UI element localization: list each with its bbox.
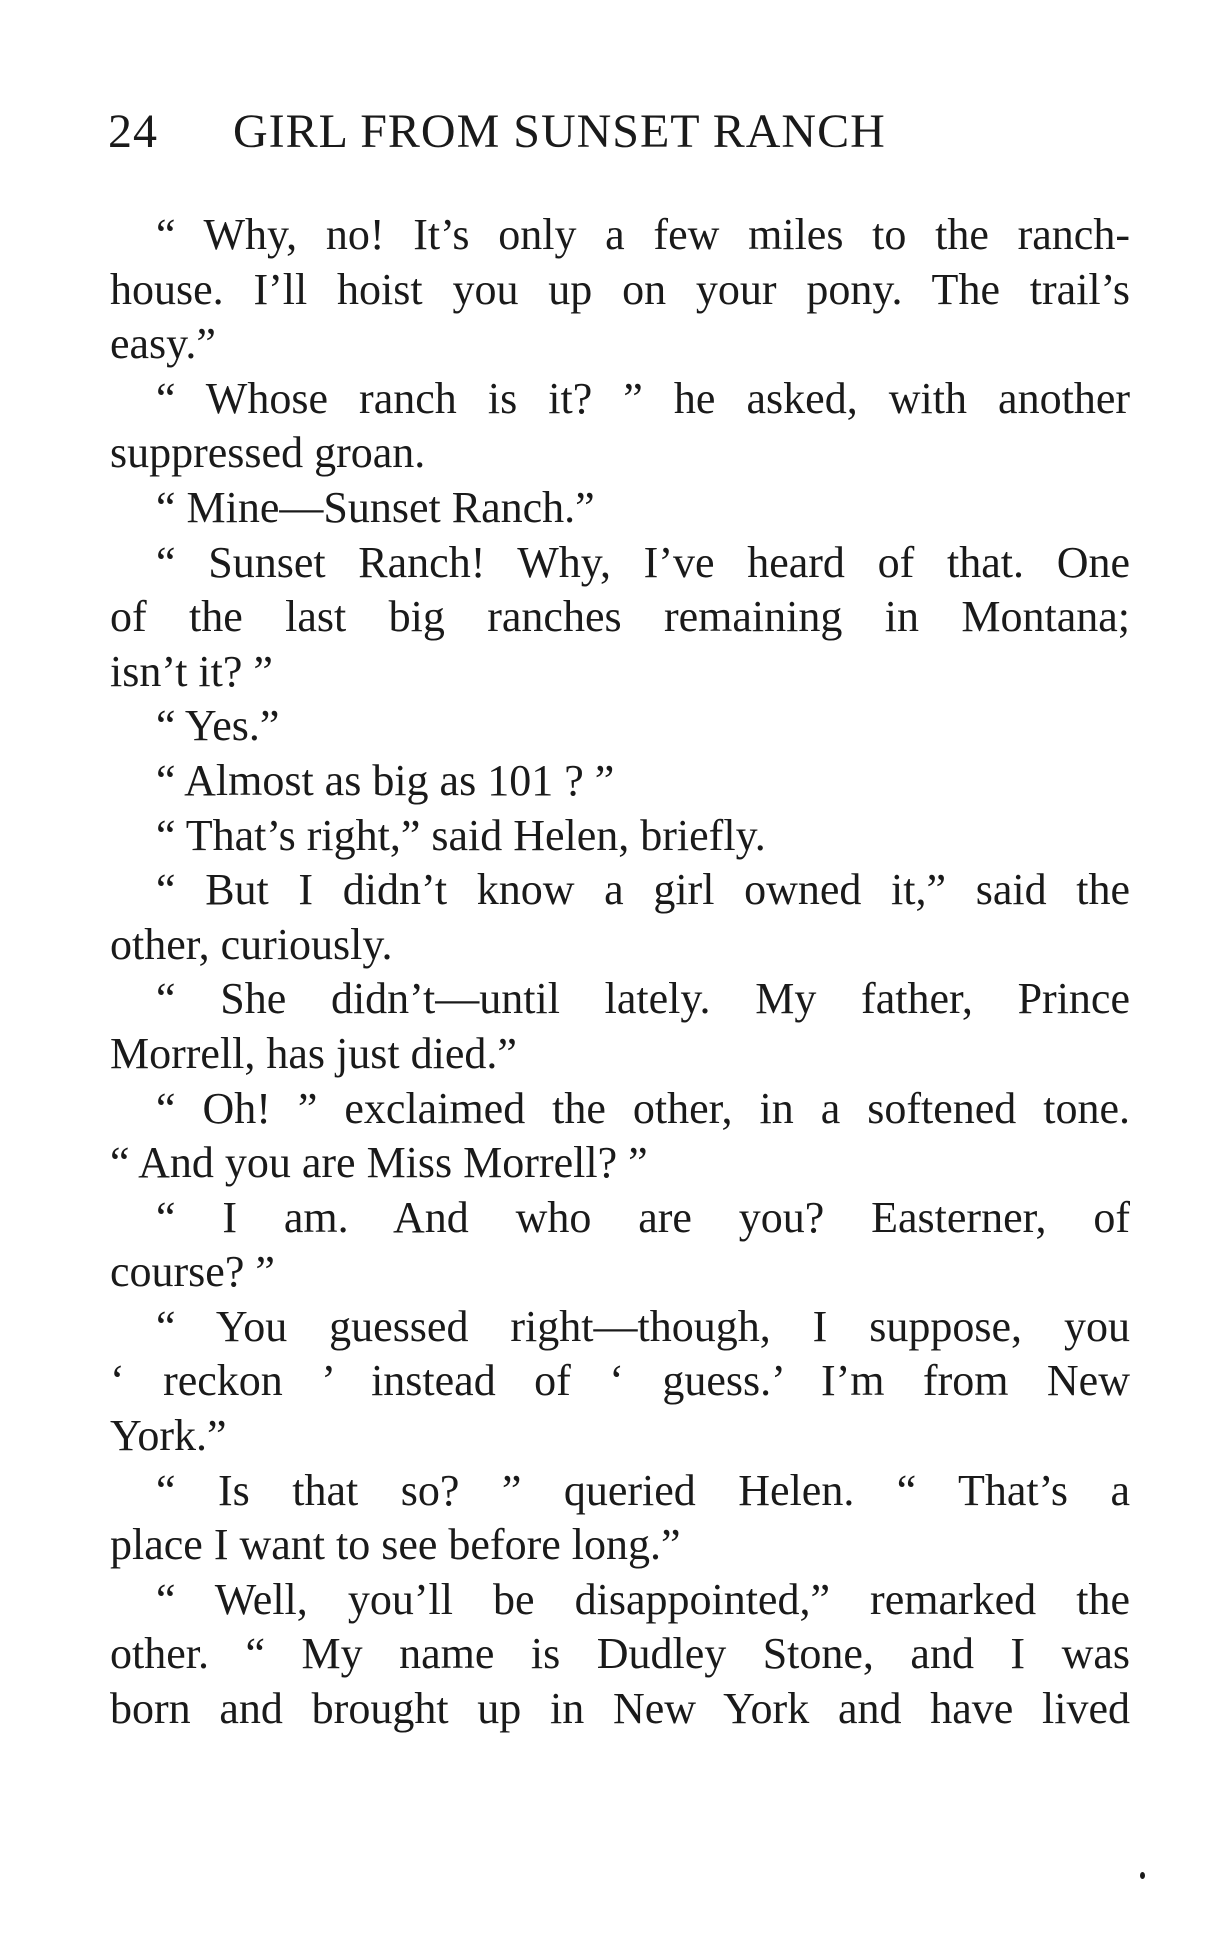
text-line: of the last big ranches remaining in Montana;: [110, 592, 1130, 642]
text-line: other, curiously.: [110, 919, 393, 969]
text-line: “ Whose ranch is it? ” he asked, with another: [156, 373, 1130, 423]
running-head: [108, 104, 1008, 164]
text-line: ‘ reckon ’ instead of ‘ guess.’ I’m from New: [110, 1356, 1130, 1406]
text-line: “ That’s right,” said Helen, briefly.: [156, 810, 766, 860]
ink-speck: [1140, 1872, 1145, 1879]
text-line: “ Sunset Ranch! Why, I’ve heard of that. One: [156, 537, 1130, 587]
page-number: 24: [108, 105, 158, 158]
text-line: “ Why, no! It’s only a few miles to the ranch-: [156, 210, 1130, 259]
body-text: [110, 208, 1130, 1737]
text-line: Morrell, has just died.”: [110, 1028, 517, 1078]
text-line: “ And you are Miss Morrell? ”: [110, 1138, 648, 1188]
text-line: “ Almost as big as 101 ? ”: [156, 755, 615, 805]
running-title: GIRL FROM SUNSET RANCH: [233, 105, 886, 158]
text-line: isn’t it? ”: [110, 646, 273, 696]
text-line: other. “ My name is Dudley Stone, and I was: [110, 1629, 1130, 1679]
text-line: suppressed groan.: [110, 428, 426, 478]
text-line: “ Is that so? ” queried Helen. “ That’s a: [156, 1465, 1130, 1515]
text-line: house. I’ll hoist you up on your pony. The trail’s: [110, 264, 1130, 314]
text-line: easy.”: [110, 319, 216, 369]
text-line: “ Mine—Sunset Ranch.”: [156, 482, 595, 532]
text-line: “ But I didn’t know a girl owned it,” said the: [156, 865, 1130, 915]
text-line: “ You guessed right—though, I suppose, you: [156, 1301, 1130, 1351]
text-line: “ Yes.”: [156, 701, 280, 751]
text-line: course? ”: [110, 1247, 275, 1297]
text-line: “ Well, you’ll be disappointed,” remarked the: [156, 1574, 1130, 1624]
text-line: “ Oh! ” exclaimed the other, in a softened tone.: [156, 1083, 1130, 1133]
text-line: “ She didn’t—until lately. My father, Prince: [156, 974, 1130, 1024]
text-line: “ I am. And who are you? Easterner, of: [156, 1192, 1130, 1242]
text-line: York.”: [110, 1411, 227, 1461]
text-line: place I want to see before long.”: [110, 1520, 681, 1570]
text-line: born and brought up in New York and have lived: [110, 1684, 1130, 1734]
